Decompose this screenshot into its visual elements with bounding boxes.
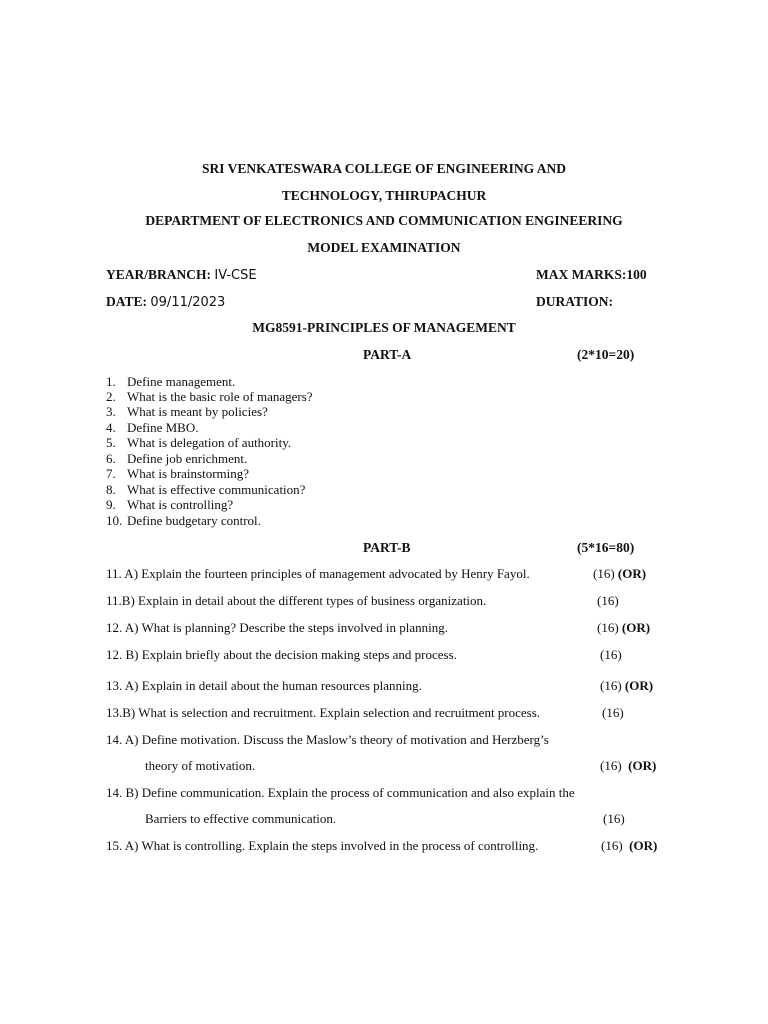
or-label: (OR) [624, 678, 654, 693]
question-number: 10. [106, 513, 123, 528]
marks: (16) [600, 647, 622, 662]
question-text: Define management. [127, 374, 236, 389]
part-b-line-2: 11.B) Explain in detail about the different types of business organization. [106, 593, 487, 608]
question-text: What is effective communication? [127, 482, 306, 497]
part-b-line-7: 14. A) Define motivation. Discuss the Maslow’s theory of motivation and Herzberg’s [106, 732, 549, 747]
question-number: 6. [106, 451, 116, 466]
part-a-marks: (2*10=20) [577, 347, 635, 362]
question-number: 7. [106, 466, 116, 481]
marks: (16) [597, 620, 619, 635]
part-b-line-5-marks [600, 679, 653, 692]
part-a-question-2 [106, 390, 313, 403]
date-label: DATE: [106, 294, 148, 309]
exam-title: MODEL EXAMINATION [307, 240, 461, 255]
part-a-question-9 [106, 498, 233, 511]
marks: (16) [593, 566, 615, 581]
part-a-question-10 [106, 514, 261, 527]
question-number: 2. [106, 389, 116, 404]
question-text: What is the basic role of managers? [127, 389, 313, 404]
question-number: 8. [106, 482, 116, 497]
part-a-question-8 [106, 483, 305, 496]
part-b-line-5: 13. A) Explain in detail about the human resources planning. [106, 678, 422, 693]
college-name-line2: TECHNOLOGY, THIRUPACHUR [281, 188, 487, 203]
part-b-line-4: 12. B) Explain briefly about the decision making steps and process. [106, 647, 457, 662]
or-label: (OR) [617, 566, 647, 581]
date-value: 09/11/2023 [150, 295, 226, 310]
part-a-question-1 [106, 375, 235, 388]
part-b-line-2-marks [597, 594, 619, 607]
part-b-line-6-marks [602, 706, 624, 719]
question-number: 4. [106, 420, 116, 435]
part-b-title: PART-B [363, 540, 411, 555]
marks: (16) [601, 838, 623, 853]
question-text: Define job enrichment. [127, 451, 248, 466]
year-branch [106, 268, 257, 282]
part-a-question-7 [106, 467, 249, 480]
part-a-question-6 [106, 452, 247, 465]
question-number: 9. [106, 497, 116, 512]
part-b-line-6: 13.B) What is selection and recruitment. Explain selection and recruitment process. [106, 705, 541, 720]
part-b-line-10: Barriers to effective communication. [145, 811, 337, 826]
marks: (16) [603, 811, 625, 826]
year-branch-label: YEAR/BRANCH: [106, 267, 212, 282]
year-branch-value: IV-CSE [214, 268, 257, 283]
or-label: (OR) [621, 620, 651, 635]
part-b-line-4-marks [600, 648, 622, 661]
college-name-line1: SRI VENKATESWARA COLLEGE OF ENGINEERING AND [202, 161, 566, 176]
part-b-line-9: 14. B) Define communication. Explain the process of communication and also explain the [106, 785, 575, 800]
part-b-line-1-marks [593, 567, 646, 580]
question-text: Define MBO. [127, 420, 199, 435]
part-b-line-11: 15. A) What is controlling. Explain the steps involved in the process of controlling. [106, 838, 539, 853]
question-text: What is brainstorming? [127, 466, 250, 481]
part-a-question-5 [106, 436, 291, 449]
part-b-line-11-marks [601, 839, 657, 852]
max-marks: MAX MARKS:100 [536, 267, 647, 282]
part-b-line-3-marks [597, 621, 650, 634]
part-a-title: PART-A [363, 347, 412, 362]
question-text: What is controlling? [127, 497, 234, 512]
question-number: 1. [106, 374, 116, 389]
marks: (16) [600, 758, 622, 773]
duration-label: DURATION: [536, 294, 613, 309]
department-name: DEPARTMENT OF ELECTRONICS AND COMMUNICATION ENGINEERING [145, 213, 623, 228]
part-b-line-8: theory of motivation. [145, 758, 256, 773]
or-label: (OR) [628, 758, 657, 773]
subject-title: MG8591-PRINCIPLES OF MANAGEMENT [252, 320, 516, 335]
part-a-question-3 [106, 405, 268, 418]
question-text: Define budgetary control. [127, 513, 261, 528]
question-number: 3. [106, 404, 116, 419]
marks: (16) [602, 705, 624, 720]
part-b-line-3: 12. A) What is planning? Describe the steps involved in planning. [106, 620, 449, 635]
marks: (16) [600, 678, 622, 693]
part-b-line-1: 11. A) Explain the fourteen principles of management advocated by Henry Fayol. [106, 566, 530, 581]
or-label: (OR) [629, 838, 658, 853]
question-text: What is delegation of authority. [127, 435, 292, 450]
part-b-line-8-marks [600, 759, 656, 772]
part-b-line-10-marks [603, 812, 625, 825]
part-b-marks: (5*16=80) [577, 540, 635, 555]
question-number: 5. [106, 435, 116, 450]
question-text: What is meant by policies? [127, 404, 268, 419]
exam-date [106, 295, 225, 309]
marks: (16) [597, 593, 619, 608]
part-a-question-4 [106, 421, 199, 434]
